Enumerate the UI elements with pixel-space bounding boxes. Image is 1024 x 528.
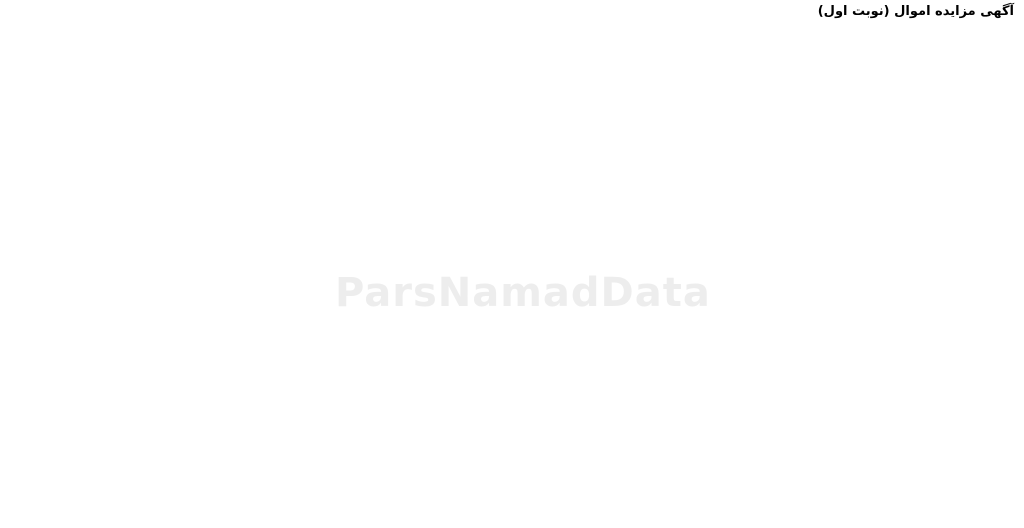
notice-title: آگهی مزایده اموال (نوبت اول) bbox=[817, 4, 1014, 19]
site-watermark: ParsNamadData bbox=[335, 270, 711, 316]
